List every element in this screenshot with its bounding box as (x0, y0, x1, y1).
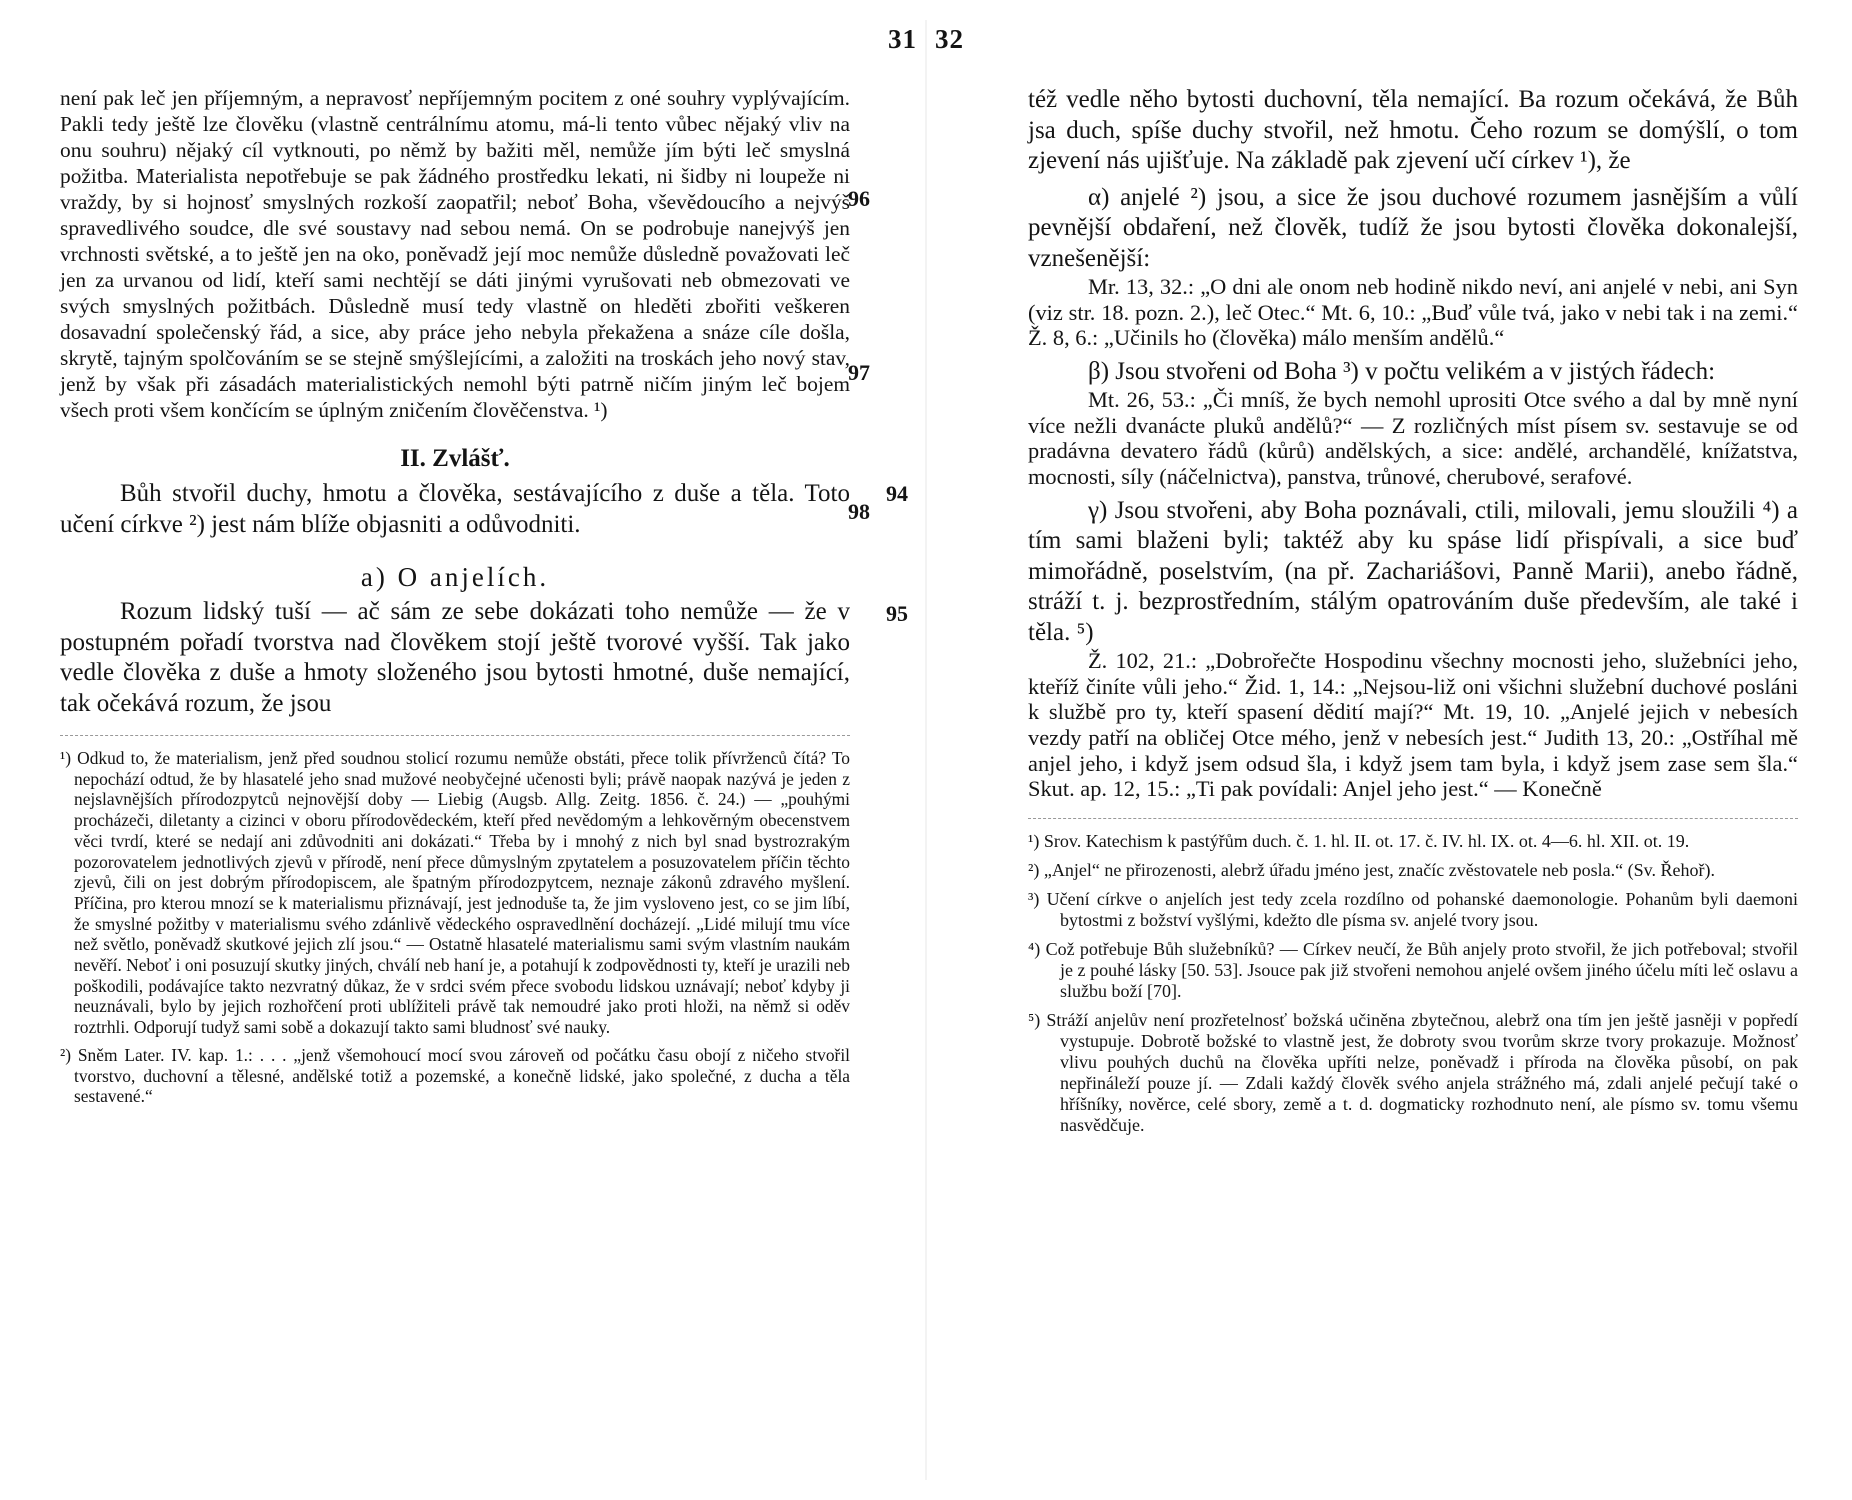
footnote-divider-right (1028, 818, 1798, 819)
margin-number-95: 95 (886, 601, 908, 626)
right-intro-paragraph: též vedle něho bytosti duchovní, těla nemající. Ba rozum očekává, že Bůh jsa duch, spíše duchy stvořil, než hmotu. Čeho rozum se domýšlí, o tom zjevení nás ujišťuje. Na základě pak zjevení učí církev ¹), že (1028, 86, 1798, 174)
margin-number-98: 98 (848, 498, 870, 524)
section-heading: II. Zvlášť. (400, 445, 510, 472)
footnote-2: ²) Sněm Later. IV. kap. 1.: . . . „jenž všemohoucí mocí svou zároveň od počátku času obojí z ničeho stvořil tvorstvo, duchovní a tělesné, andělské totiž a pozemské, a konečně lidské, jako společné, z ducha a těla sestavené.“ (60, 1044, 850, 1107)
item-97 (848, 357, 1798, 490)
item-98-text: γ) Jsou stvořeni, aby Boha poznávali, ctili, milovali, jemu sloužili ⁴) a tím sami blaženi byli; taktéž aby ku spáse lidí přispívali, a sice buď mimořádně, poselstvím, (na př. Zachariášovi, Panně Marii), anebo řádně, stráží t. j. bezprostředním, stálým opatrováním duše především, ale také i těla. ⁵) (1028, 496, 1798, 646)
item-98-quote: Ž. 102, 21.: „Dobrořečte Hospodinu všechny mocnosti jeho, služebníci jeho, kteříž činíte vůli jeho.“ Žid. 1, 14.: „Nejsou-liž oni všichni služební duchové posláni k službě pro ty, kteří spasení dědití mají?“ Mt. 19, 10. „Anjelé jejich v nebesích vezdy patří na obličej Otce mého, jenž v nebesích jest.“ Judith 13, 20.: „Ostříhal mě anjel jeho, i když jsem odsud šla, i když jsem tam byla, i když jsem zase sem šla.“ Skut. ap. 12, 15.: „Ti pak povídali: Anjel jeho jest.“ — Konečně (1028, 648, 1798, 802)
item-96-text: α) anjelé ²) jsou, a sice že jsou duchové rozumem jasnějším a vůlí pevnější obdaření, než člověk, tudíž že jsou bytosti člověka dokonalejší, vznešenější: (1028, 183, 1798, 272)
right-footnote-3: ³) Učení církve o anjelích jest tedy zcela rozdílno od pohanské daemonologie. Pohanům byli daemoni bytostmi z božství vyšlými, kdežto dle písma sv. anjelé tvory jsou. (1028, 888, 1798, 930)
item-96-quote: Mr. 13, 32.: „O dni ale onom neb hodině nikdo neví, ani anjelé v nebi, ani Syn (viz str. 18. pozn. 2.), leč Otec.“ Mt. 6, 10.: „Buď vůle tvá, jako v nebi tak i na zemi.“ Ž. 8, 6.: „Učinils ho (člověka) málo menším andělů.“ (1028, 274, 1798, 351)
margin-number-97: 97 (848, 359, 870, 385)
footnote-1: ¹) Odkud to, že materialism, jenž před soudnou stolicí rozumu nemůže obstáti, přece tolik přívrženců čítá? To nepochází odtud, že by hlasatelé jeho snad mužové neobyčejné učenosti byli; právě naopak nazývá je jeden z nejslavnějších přírodozpytců nejnovější doby — Liebig (Augsb. Allg. Zeitg. 1856. č. 24.) — „pouhými procházeči, diletanty a cizinci v oboru přírodovědeckém, kteří před nevědomým a lehkověrným obecenstvem věci tvrdí, které se nedají ani zdůvodniti ani dokázati.“ Třeba by i mnohý z nich byl snad bystrozrakým pozorovatelem jednotlivých zjevů v přírodě, není přece důmyslným zpytatelem a posuzovatelem příčin těchto zjevů, čili on jest dobrým přírodopiscem, ale špatným přírodozpytcem, neznaje zákonů zdravého myšlení. Příčina, pro kterou mnozí se k materialismu přiznávají, jest jednoduše ta, že jim vysloveno jest, co se jim líbí, že smyslné požitby v materialismu svého zdánlivě vědeckého ospravedlnění docházejí. „Lidé milují tmu více než světlo, poněvadž skutkové jejich zlí jsou.“ — Ostatně hlasatelé materialismu sami svým vlastním naukám nevěří. Neboť i oni posuzují skutky jiných, chválí neb haní je, a potahují k zodpovědnosti ty, kteří je urazili neb poškodili, podávajíce takto nezvratný důkaz, že v srdci svém přece svobodu lidskou uznávají; neboť kdyby ji neuznávali, bylo by jejich rozhořčení proti ublížiteli právě tak nemoudré jako proti hloži, na němž si oděv roztrhli. Odporují tudyž sami sobě a dokazují takto sami bludnosť své nauky. (60, 748, 850, 1038)
page-number-left: 31 (888, 24, 917, 54)
margin-number-96: 96 (848, 185, 870, 211)
footnote-divider (60, 735, 850, 736)
subsection-heading: a) O anjelích. (360, 562, 550, 592)
paragraph-95-text: Rozum lidský tuší — ač sám ze sebe dokázati toho nemůže — že v postupném pořadí tvorstva nad člověkem stojí ještě tvorové vyšší. Tak jako vedle člověka z duše a hmoty složeného jsou bytosti hmotné, duše nemající, tak očekává rozum, že jsou (60, 598, 850, 717)
item-96 (848, 183, 1798, 351)
page-number-right: 32 (935, 24, 964, 54)
paragraph-94-text: Bůh stvořil duchy, hmotu a člověka, sestávajícího z duše a těla. Toto učení církve ²) jest nám blíže objasniti a odůvodniti. (60, 480, 850, 538)
right-footnote-4: ⁴) Což potřebuje Bůh služebníků? — Církev neučí, že Bůh anjely proto stvořil, že jich potřeboval; stvořil je z pouhé lásky [50. 53]. Jsouce pak již stvořeni nemohou anjelé ovšem jiného účelu míti leč oslavu a službu boží [70]. (1028, 938, 1798, 1001)
right-footnote-2: ²) „Anjel“ ne přirozenosti, alebrž úřadu jméno jest, značíc zvěstovatele neb posla.“ (Sv. Řehoř). (1028, 859, 1715, 880)
page-gutter (925, 20, 927, 1480)
right-footnote-5: ⁵) Stráží anjelův není prozřetelnosť božská učiněna zbytečnou, alebrž ona tím jen ještě jasněji v popředí vystupuje. Dobrotě božské to vlastně jest, že dobroty svou tvorům skrze tvory prokazuje. Možnosť vlivu pouhých duchů na člověka upříti nelze, poněvadž i příroda na člověka působí, on pak nepřináleží pouze jí. — Zdali každý člověk svého anjela strážného má, zdali anjelé pečují také o hříšníky, nověrce, celé sbory, země a t. d. dogmaticky rozhodnuto není, ale písmo sv. tomu všemu nasvědčuje. (1028, 1009, 1798, 1135)
right-footnote-1: ¹) Srov. Katechism k pastýřům duch. č. 1. hl. II. ot. 17. č. IV. hl. IX. ot. 4—6. hl. XII. ot. 19. (1028, 830, 1690, 851)
left-intro-paragraph: není pak leč jen příjemným, a nepravosť nepříjemným pocitem z oné souhry vyplývajícím. Pakli tedy ještě lze člověku (vlastně centrálnímu atomu, má-li tento vůbec nějaký vliv na onu souhru) nějaký cíl vytknouti, po němž by bažiti měl, nemůže jím býti leč smyslná požitba. Materialista nepotřebuje se pak žádného prostředku lekati, ni šidby ni loupeže ni vraždy, by si hojnosť smyslných rozkoší zaopatřil; neboť Boha, vševědoucího a nejvýš spravedlivého soudce, dle své soustavy nad sebou nemá. On se podrobuje nanejvýš jen vrchnosti světské, a to ještě jen na oko, poněvadž její moc nemůže důsledně považovati leč jen za urvanou od lidí, kteří sami nechtějí se dáti jinými vyrušovati neb obmezovati ve svých smyslných požitbách. Důsledně musí tedy vlastně on hleděti zbořiti veškeren dosavadní společenský řád, a sice, aby práce jeho nebyla překažena a snáze cíle došla, skrytě, tajným spolčováním se se stejně smýšlejícími, a založiti na troskách jeho nový stav, jenž by však při zásadách materialistických nemohl býti patrně ničím jiným leč bojem všech proti všem končícím se úplným zničením člověčenstva. ¹) (60, 86, 850, 422)
item-97-quote: Mt. 26, 53.: „Či mníš, že bych nemohl uprositi Otce svého a dal by mně nyní více nežli dvanácte pluků andělů?“ — Z rozličných míst písem sv. sestavuje se od pradávna devatero řádů (kůrů) andělských, a sice: andělé, archandělé, knížatstva, mocnosti, síly (náčelnictva), panstva, trůnové, cherubové, serafové. (1028, 387, 1798, 490)
paragraph-95 (60, 597, 908, 719)
margin-number-94: 94 (886, 481, 908, 506)
item-97-text: β) Jsou stvořeni od Boha ³) v počtu velikém a v jistých řádech: (1088, 357, 1716, 385)
